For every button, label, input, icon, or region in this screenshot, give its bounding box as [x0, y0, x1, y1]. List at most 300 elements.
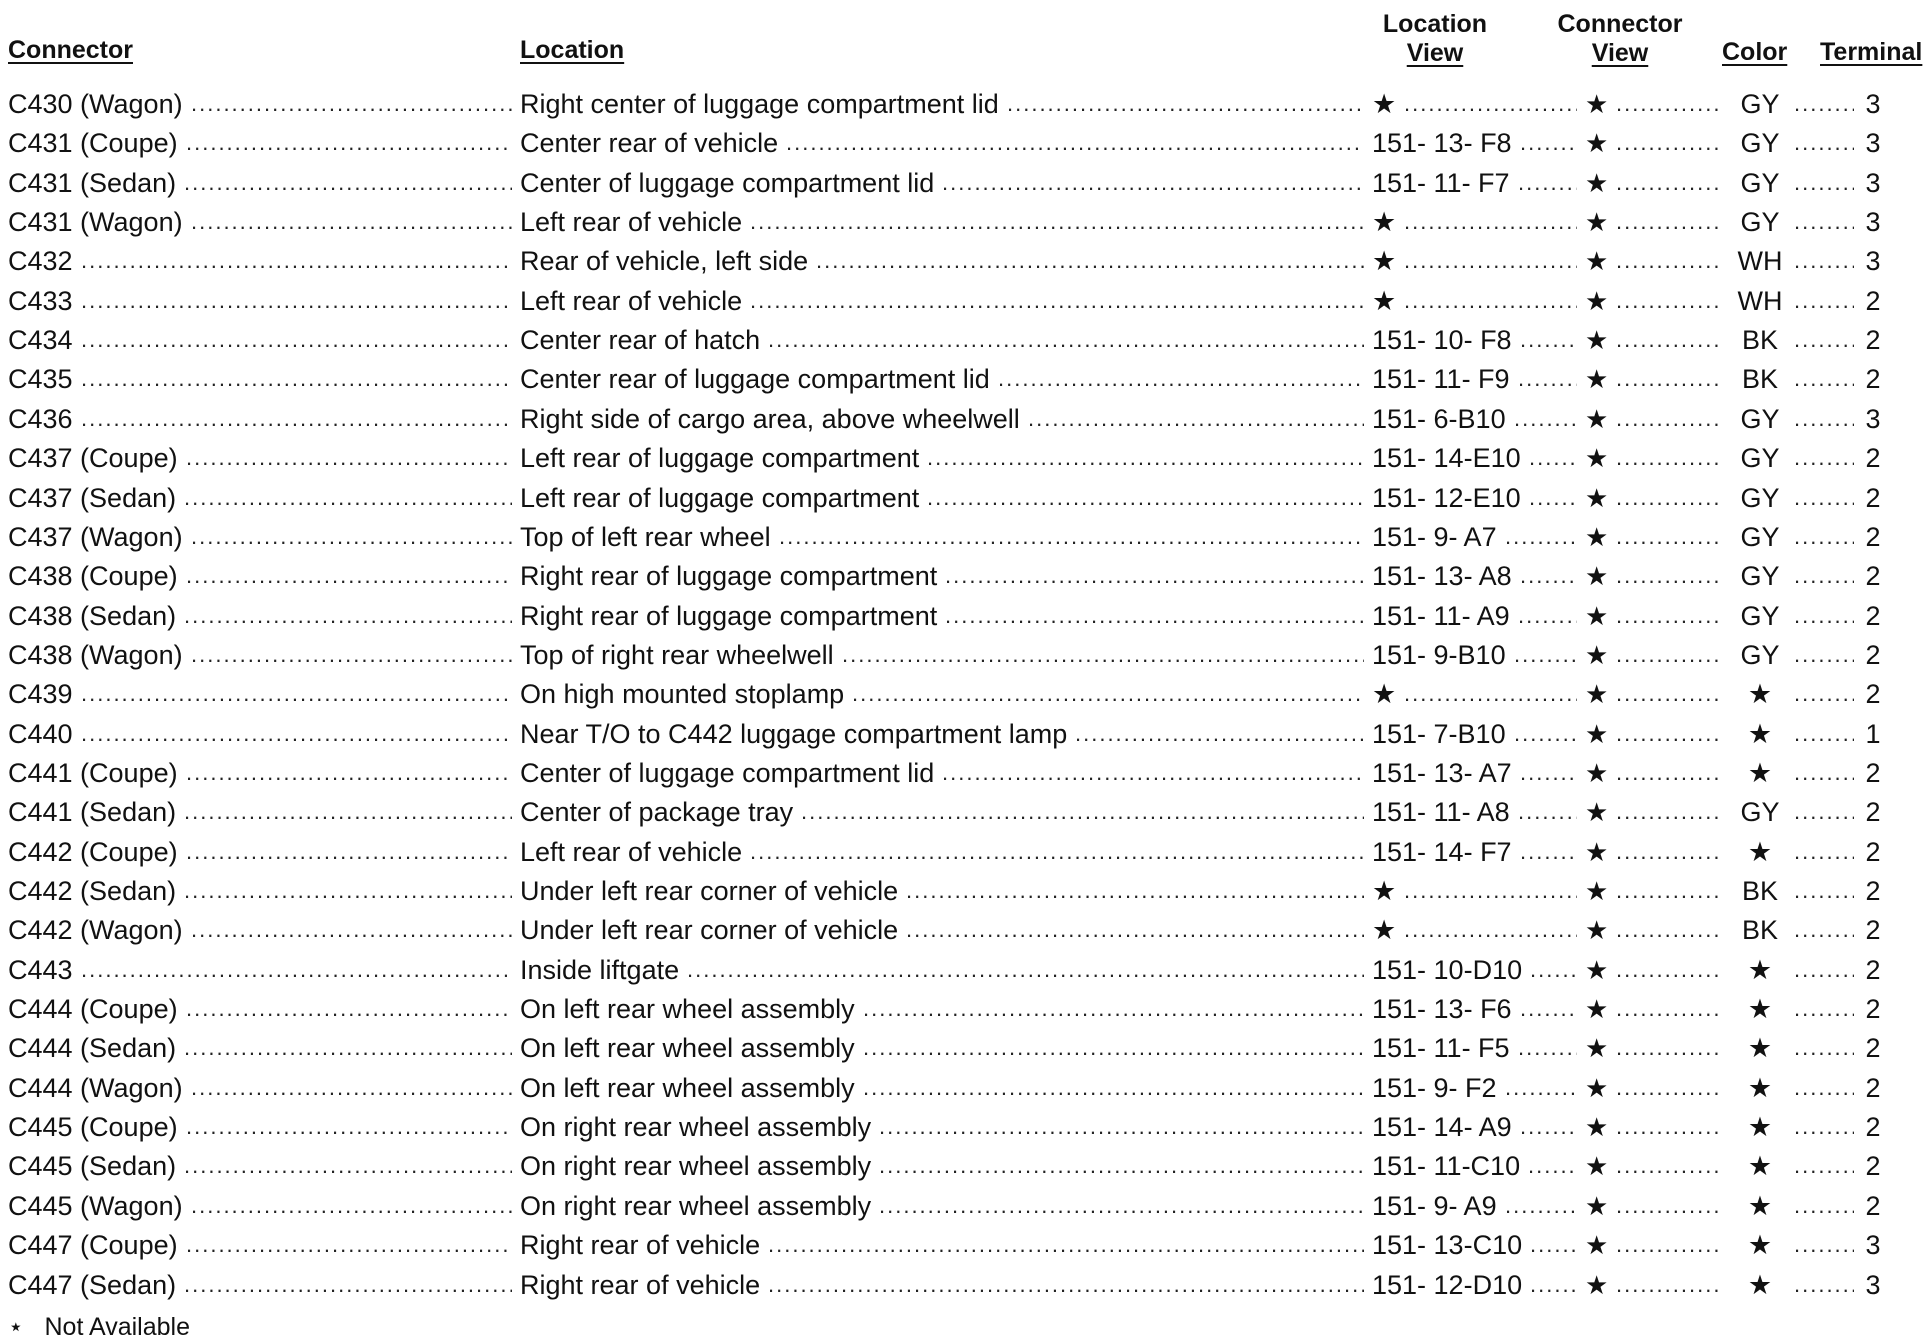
connector-cell: C441 (Sedan) [8, 797, 177, 828]
table-row [0, 871, 1930, 911]
color-cell: GY [1740, 639, 1780, 670]
leader-dots [1530, 1265, 1577, 1305]
leader-dots [1505, 517, 1577, 557]
leader-dots [945, 596, 1364, 636]
leader-dots [1616, 674, 1722, 714]
leader-dots [1794, 832, 1854, 872]
connector-cell: C442 (Coupe) [8, 836, 178, 867]
connector-cell: C443 [8, 954, 73, 985]
terminal-cell: 1 [1865, 718, 1881, 749]
table-row [0, 910, 1930, 950]
connector-view-cell: ★ [1585, 207, 1609, 238]
location-view-cell: 151- 11- F5 [1372, 1033, 1510, 1064]
leader-dots [1616, 556, 1722, 596]
leader-dots [191, 517, 512, 557]
leader-dots [184, 792, 512, 832]
connector-cell: C432 [8, 246, 73, 277]
color-cell: BK [1741, 876, 1779, 906]
leader-dots [750, 832, 1364, 872]
location-view-cell: 151- 14- F7 [1372, 836, 1512, 867]
leader-dots [768, 1265, 1364, 1305]
connector-view-cell: ★ [1585, 1230, 1609, 1261]
leader-dots [1518, 163, 1577, 203]
header-connector-view [1550, 10, 1690, 68]
leader-dots [1616, 989, 1722, 1029]
leader-dots [1007, 84, 1364, 124]
connector-view-cell: ★ [1585, 876, 1609, 906]
leader-dots [186, 832, 512, 872]
leader-dots [186, 1225, 512, 1265]
leader-dots [1616, 478, 1722, 518]
color-cell: BK [1741, 915, 1779, 946]
color-cell: BK [1741, 325, 1779, 356]
leader-dots [1616, 1107, 1722, 1147]
color-cell: ★ [1747, 1033, 1773, 1064]
leader-dots [779, 517, 1364, 557]
location-view-cell: 151- 13-C10 [1372, 1230, 1523, 1261]
connector-cell: C442 (Sedan) [8, 876, 177, 906]
leader-dots [1404, 674, 1577, 714]
terminal-cell: 2 [1865, 1112, 1881, 1143]
leader-dots [1616, 123, 1722, 163]
leader-dots [1514, 399, 1577, 439]
location-view-cell: 151- 9- A7 [1372, 521, 1497, 552]
star-icon: ⋆ [8, 1313, 24, 1341]
connector-view-cell: ★ [1585, 167, 1609, 198]
table-row [0, 714, 1930, 754]
leader-dots [768, 1225, 1364, 1265]
leader-dots [186, 753, 512, 793]
terminal-cell: 2 [1865, 325, 1881, 356]
location-view-cell: 151- 12-E10 [1372, 482, 1521, 513]
leader-dots [1794, 714, 1854, 754]
leader-dots [1530, 950, 1577, 990]
location-cell: On left rear wheel assembly [520, 1072, 855, 1103]
header-location-view-line1: Location [1382, 10, 1488, 38]
table-row [0, 84, 1930, 124]
leader-dots [998, 359, 1364, 399]
leader-dots [1616, 438, 1722, 478]
leader-dots [1529, 438, 1577, 478]
location-cell: Rear of vehicle, left side [520, 246, 809, 277]
leader-dots [186, 123, 512, 163]
table-row [0, 1225, 1930, 1265]
table-row [0, 1146, 1930, 1186]
table-row [0, 989, 1930, 1029]
leader-dots [81, 359, 512, 399]
connector-view-cell: ★ [1585, 1033, 1609, 1064]
leader-dots [1028, 399, 1364, 439]
location-view-cell: ★ [1372, 207, 1397, 238]
leader-dots [81, 950, 512, 990]
connector-cell: C445 (Wagon) [8, 1190, 183, 1221]
table-row [0, 792, 1930, 832]
location-cell: Under left rear corner of vehicle [520, 876, 899, 906]
terminal-cell: 2 [1865, 915, 1881, 946]
leader-dots [1616, 714, 1722, 754]
leader-dots [863, 1068, 1364, 1108]
location-view-cell: 151- 14- A9 [1372, 1112, 1512, 1143]
location-cell: On right rear wheel assembly [520, 1190, 872, 1221]
location-cell: Center rear of luggage compartment lid [520, 364, 990, 395]
connector-view-cell: ★ [1585, 600, 1609, 631]
leader-dots [750, 281, 1364, 321]
leader-dots [801, 792, 1364, 832]
connector-cell: C433 [8, 285, 73, 316]
leader-dots [191, 635, 512, 675]
leader-dots [1528, 1146, 1577, 1186]
connector-cell: C430 (Wagon) [8, 89, 183, 119]
connector-view-cell: ★ [1585, 915, 1609, 946]
location-view-cell: 151- 10- F8 [1372, 325, 1512, 356]
leader-dots [842, 635, 1364, 675]
connector-cell: C431 (Coupe) [8, 128, 178, 159]
leader-dots [1505, 1186, 1577, 1226]
leader-dots [1794, 517, 1854, 557]
connector-cell: C436 [8, 403, 73, 434]
connector-cell: C438 (Sedan) [8, 600, 177, 631]
connector-cell: C447 (Coupe) [8, 1230, 178, 1261]
leader-dots [1794, 320, 1854, 360]
leader-dots [750, 202, 1364, 242]
connector-view-cell: ★ [1585, 1269, 1609, 1300]
leader-dots [81, 714, 512, 754]
connector-view-cell: ★ [1585, 89, 1609, 119]
header-location-view [1370, 10, 1500, 68]
connector-view-cell: ★ [1585, 443, 1609, 474]
leader-dots [942, 163, 1364, 203]
leader-dots [927, 438, 1364, 478]
color-cell: ★ [1747, 679, 1773, 710]
leader-dots [184, 1265, 512, 1305]
terminal-cell: 2 [1865, 876, 1881, 906]
location-view-cell: ★ [1372, 89, 1397, 119]
leader-dots [191, 910, 512, 950]
color-cell: ★ [1747, 836, 1773, 867]
leader-dots [1616, 1068, 1722, 1108]
connector-view-cell: ★ [1585, 639, 1609, 670]
leader-dots [1616, 241, 1722, 281]
location-view-cell: 151- 9-B10 [1372, 639, 1506, 670]
color-cell: BK [1741, 364, 1779, 395]
location-view-cell: ★ [1372, 679, 1397, 710]
location-cell: Right rear of luggage compartment [520, 561, 938, 592]
leader-dots [1404, 281, 1577, 321]
terminal-cell: 2 [1865, 836, 1881, 867]
header-connector-view-line2: View [1591, 39, 1649, 67]
leader-dots [1616, 1265, 1722, 1305]
leader-dots [81, 241, 512, 281]
table-row [0, 556, 1930, 596]
color-cell: ★ [1747, 954, 1773, 985]
leader-dots [184, 596, 512, 636]
color-cell: GY [1740, 561, 1780, 592]
leader-dots [1616, 1186, 1722, 1226]
leader-dots [1520, 123, 1577, 163]
leader-dots [1404, 871, 1577, 911]
location-view-cell: 151- 13- A7 [1372, 757, 1512, 788]
location-cell: Center of package tray [520, 797, 794, 828]
location-cell: Right rear of vehicle [520, 1230, 761, 1261]
leader-dots [945, 556, 1364, 596]
header-color: Color [1722, 38, 1788, 66]
leader-dots [1520, 556, 1577, 596]
leader-dots [184, 871, 512, 911]
location-cell: Center of luggage compartment lid [520, 757, 935, 788]
connector-cell: C441 (Coupe) [8, 757, 178, 788]
leader-dots [816, 241, 1364, 281]
terminal-cell: 3 [1865, 1269, 1881, 1300]
table-row [0, 832, 1930, 872]
table-row [0, 1265, 1930, 1305]
leader-dots [1616, 1028, 1722, 1068]
location-cell: Right rear of vehicle [520, 1269, 761, 1300]
location-cell: Under left rear corner of vehicle [520, 915, 899, 946]
terminal-cell: 2 [1865, 1151, 1881, 1182]
terminal-cell: 3 [1865, 246, 1881, 277]
leader-dots [1794, 635, 1854, 675]
connector-view-cell: ★ [1585, 836, 1609, 867]
leader-dots [879, 1146, 1364, 1186]
table-row [0, 202, 1930, 242]
color-cell: GY [1740, 482, 1780, 513]
location-cell: On high mounted stoplamp [520, 679, 845, 710]
leader-dots [1616, 202, 1722, 242]
connector-view-cell: ★ [1585, 403, 1609, 434]
location-view-cell: 151- 13- F8 [1372, 128, 1512, 159]
leader-dots [852, 674, 1364, 714]
location-cell: Top of left rear wheel [520, 521, 771, 552]
leader-dots [1794, 1146, 1854, 1186]
leader-dots [1794, 478, 1854, 518]
connector-cell: C439 [8, 679, 73, 710]
leader-dots [863, 989, 1364, 1029]
color-cell: GY [1740, 403, 1780, 434]
table-row [0, 438, 1930, 478]
location-cell: Left rear of vehicle [520, 207, 743, 238]
connector-view-cell: ★ [1585, 679, 1609, 710]
leader-dots [1794, 871, 1854, 911]
terminal-cell: 2 [1865, 1072, 1881, 1103]
color-cell: GY [1740, 521, 1780, 552]
leader-dots [1404, 202, 1577, 242]
location-cell: Right side of cargo area, above wheelwell [520, 403, 1020, 434]
color-cell: GY [1740, 207, 1780, 238]
leader-dots [879, 1186, 1364, 1226]
leader-dots [81, 674, 512, 714]
connector-view-cell: ★ [1585, 797, 1609, 828]
leader-dots [1520, 753, 1577, 793]
leader-dots [1530, 1225, 1577, 1265]
location-cell: Center of luggage compartment lid [520, 167, 935, 198]
leader-dots [1794, 1225, 1854, 1265]
connector-view-cell: ★ [1585, 246, 1609, 277]
leader-dots [1518, 1028, 1577, 1068]
terminal-cell: 3 [1865, 403, 1881, 434]
location-view-cell: 151- 11- F9 [1372, 364, 1510, 395]
color-cell: ★ [1747, 1269, 1773, 1300]
leader-dots [81, 399, 512, 439]
leader-dots [1616, 910, 1722, 950]
terminal-cell: 2 [1865, 364, 1881, 395]
color-cell: WH [1737, 285, 1783, 316]
leader-dots [1794, 123, 1854, 163]
table-row [0, 517, 1930, 557]
leader-dots [1514, 635, 1577, 675]
location-cell: Left rear of vehicle [520, 836, 743, 867]
leader-dots [191, 202, 512, 242]
table-row [0, 1068, 1930, 1108]
location-view-cell: 151- 12-D10 [1372, 1269, 1523, 1300]
leader-dots [1404, 241, 1577, 281]
leader-dots [1520, 989, 1577, 1029]
connector-view-cell: ★ [1585, 325, 1609, 356]
connector-cell: C437 (Wagon) [8, 521, 183, 552]
terminal-cell: 3 [1865, 167, 1881, 198]
table-row [0, 596, 1930, 636]
location-view-cell: 151- 14-E10 [1372, 443, 1521, 474]
leader-dots [81, 281, 512, 321]
connector-view-cell: ★ [1585, 994, 1609, 1025]
leader-dots [1616, 792, 1722, 832]
connector-cell: C431 (Wagon) [8, 207, 183, 238]
connector-cell: C444 (Coupe) [8, 994, 178, 1025]
location-view-cell: 151- 10-D10 [1372, 954, 1523, 985]
leader-dots [1616, 1146, 1722, 1186]
table-row [0, 1186, 1930, 1226]
terminal-cell: 2 [1865, 757, 1881, 788]
terminal-cell: 3 [1865, 89, 1881, 119]
header-terminal: Terminal [1820, 38, 1923, 66]
leader-dots [1794, 792, 1854, 832]
location-view-cell: 151- 13- F6 [1372, 994, 1512, 1025]
location-view-cell: 151- 11- A9 [1372, 600, 1510, 631]
connector-view-cell: ★ [1585, 1151, 1609, 1182]
leader-dots [1616, 1225, 1722, 1265]
table-row [0, 399, 1930, 439]
leader-dots [1616, 399, 1722, 439]
header-location-view-line2: View [1406, 39, 1464, 67]
color-cell: ★ [1747, 1230, 1773, 1261]
table-row [0, 674, 1930, 714]
table-row [0, 753, 1930, 793]
leader-dots [1616, 635, 1722, 675]
color-cell: ★ [1747, 1151, 1773, 1182]
leader-dots [906, 910, 1364, 950]
leader-dots [184, 1146, 512, 1186]
location-view-cell: 151- 11-C10 [1372, 1151, 1521, 1182]
leader-dots [1794, 1265, 1854, 1305]
leader-dots [1616, 950, 1722, 990]
leader-dots [1616, 832, 1722, 872]
location-cell: Left rear of luggage compartment [520, 443, 920, 474]
leader-dots [786, 123, 1364, 163]
connector-cell: C444 (Wagon) [8, 1072, 183, 1103]
connector-view-cell: ★ [1585, 1112, 1609, 1143]
leader-dots [1404, 84, 1577, 124]
header-location: Location [520, 36, 625, 64]
connector-cell: C438 (Wagon) [8, 639, 183, 670]
header-connector-view-line1: Connector [1557, 10, 1683, 38]
leader-dots [1794, 1107, 1854, 1147]
location-cell: On left rear wheel assembly [520, 1033, 855, 1064]
leader-dots [1529, 478, 1577, 518]
footnote-text: Not Available [44, 1313, 190, 1341]
location-view-cell: 151- 9- F2 [1372, 1072, 1497, 1103]
location-cell: Top of right rear wheelwell [520, 639, 834, 670]
leader-dots [186, 556, 512, 596]
leader-dots [1794, 281, 1854, 321]
leader-dots [1794, 556, 1854, 596]
leader-dots [1794, 596, 1854, 636]
color-cell: GY [1740, 443, 1780, 474]
leader-dots [1794, 163, 1854, 203]
table-row [0, 163, 1930, 203]
leader-dots [1520, 320, 1577, 360]
leader-dots [1794, 674, 1854, 714]
leader-dots [1794, 950, 1854, 990]
connector-cell: C445 (Sedan) [8, 1151, 177, 1182]
color-cell: WH [1737, 246, 1783, 277]
location-view-cell: 151- 11- F7 [1372, 167, 1510, 198]
leader-dots [1518, 359, 1577, 399]
leader-dots [1616, 84, 1722, 124]
leader-dots [191, 1068, 512, 1108]
location-cell: On left rear wheel assembly [520, 994, 855, 1025]
connector-cell: C434 [8, 325, 73, 356]
location-cell: Left rear of luggage compartment [520, 482, 920, 513]
color-cell: ★ [1747, 994, 1773, 1025]
leader-dots [1616, 281, 1722, 321]
connector-view-cell: ★ [1585, 954, 1609, 985]
color-cell: ★ [1747, 1072, 1773, 1103]
color-cell: ★ [1747, 718, 1773, 749]
leader-dots [863, 1028, 1364, 1068]
leader-dots [1616, 163, 1722, 203]
connector-view-cell: ★ [1585, 482, 1609, 513]
color-cell: ★ [1747, 1112, 1773, 1143]
table-row [0, 281, 1930, 321]
terminal-cell: 2 [1865, 285, 1881, 316]
color-cell: GY [1740, 167, 1780, 198]
table-row [0, 320, 1930, 360]
leader-dots [184, 1028, 512, 1068]
terminal-cell: 2 [1865, 561, 1881, 592]
terminal-cell: 2 [1865, 679, 1881, 710]
leader-dots [1794, 241, 1854, 281]
leader-dots [1794, 202, 1854, 242]
location-cell: Center rear of hatch [520, 325, 761, 356]
location-cell: On right rear wheel assembly [520, 1151, 872, 1182]
leader-dots [1520, 1107, 1577, 1147]
color-cell: GY [1740, 600, 1780, 631]
color-cell: ★ [1747, 1190, 1773, 1221]
leader-dots [906, 871, 1364, 911]
terminal-cell: 2 [1865, 443, 1881, 474]
leader-dots [186, 438, 512, 478]
table-row [0, 241, 1930, 281]
connector-view-cell: ★ [1585, 128, 1609, 159]
leader-dots [191, 84, 512, 124]
location-view-cell: 151- 11- A8 [1372, 797, 1510, 828]
terminal-cell: 2 [1865, 994, 1881, 1025]
terminal-cell: 2 [1865, 954, 1881, 985]
connector-view-cell: ★ [1585, 1072, 1609, 1103]
connector-view-cell: ★ [1585, 757, 1609, 788]
leader-dots [1794, 989, 1854, 1029]
leader-dots [1616, 596, 1722, 636]
leader-dots [1520, 832, 1577, 872]
